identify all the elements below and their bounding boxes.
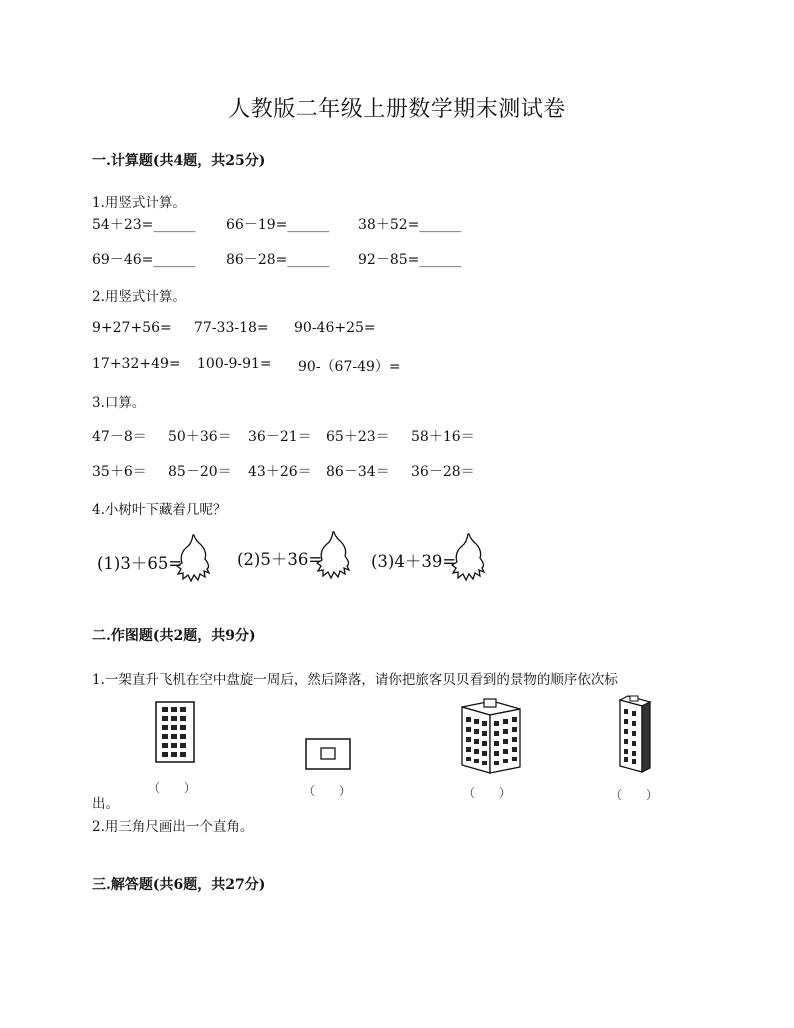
q1-row2-item: 86－28=______ xyxy=(226,252,330,268)
q3-row2-item: 43＋26＝ xyxy=(248,464,312,480)
q3-row2-item: 36－28＝ xyxy=(411,464,475,480)
draw-q2-prompt: 2.用三角尺画出一个直角。 xyxy=(92,819,254,835)
q3-row1-item: 65＋23＝ xyxy=(326,429,390,445)
q4-item-1: (1)3＋65= xyxy=(97,554,183,573)
q1-row1-item: 66－19=______ xyxy=(226,217,330,233)
order-blank-4[interactable]: （ ） xyxy=(610,788,659,802)
q3-row1-item: 36－21＝ xyxy=(248,429,312,445)
draw-q1-prompt-line2: 出。 xyxy=(92,796,119,812)
order-blank-1[interactable]: （ ） xyxy=(148,781,197,795)
q3-row2-item: 35＋6＝ xyxy=(92,464,147,480)
q2-row2-item: 90-（67-49）= xyxy=(298,359,401,375)
q2-row2-item: 100-9-91= xyxy=(197,356,272,372)
q2-row1-item: 90-46+25= xyxy=(294,320,376,336)
draw-q1-prompt-line1: 1.一架直升飞机在空中盘旋一周后，然后降落，请你把旅客贝贝看到的景物的顺序依次标 xyxy=(92,672,618,688)
building-aerial-view-image xyxy=(458,693,522,775)
order-blank-3[interactable]: （ ） xyxy=(463,786,512,800)
q1-row2-item: 92－85=______ xyxy=(358,252,462,268)
q2-row2-item: 17+32+49= xyxy=(92,356,181,372)
section-1-heading: 一.计算题(共4题，共25分) xyxy=(92,153,266,169)
building-top-view-image xyxy=(305,738,351,770)
q2-prompt: 2.用竖式计算。 xyxy=(92,289,186,305)
building-front-view-image xyxy=(154,700,196,764)
q3-row1-item: 47－8＝ xyxy=(92,429,147,445)
leaf-icon xyxy=(314,530,354,580)
q3-row1-item: 58＋16＝ xyxy=(411,429,475,445)
leaf-icon xyxy=(448,532,490,582)
section-3-heading: 三.解答题(共6题，共27分) xyxy=(92,877,266,893)
q3-prompt: 3.口算。 xyxy=(92,395,146,411)
q4-prompt: 4.小树叶下藏着几呢？ xyxy=(92,502,227,518)
q4-item-3: (3)4＋39= xyxy=(371,552,457,571)
section-2-heading: 二.作图题(共2题，共9分) xyxy=(92,628,256,644)
q1-row1-item: 54＋23=______ xyxy=(92,217,196,233)
q1-row1-item: 38＋52=______ xyxy=(358,217,462,233)
page-title: 人教版二年级上册数学期末测试卷 xyxy=(228,97,566,122)
q1-prompt: 1.用竖式计算。 xyxy=(92,195,186,211)
q3-row1-item: 50＋36＝ xyxy=(168,429,232,445)
q1-row2-item: 69－46=______ xyxy=(92,252,196,268)
leaf-icon xyxy=(174,533,214,583)
building-side-view-image xyxy=(614,694,654,774)
q3-row2-item: 86－34＝ xyxy=(326,464,390,480)
q2-row1-item: 77-33-18= xyxy=(194,320,269,336)
q3-row2-item: 85－20＝ xyxy=(168,464,232,480)
order-blank-2[interactable]: （ ） xyxy=(303,784,352,798)
q2-row1-item: 9+27+56= xyxy=(92,320,172,336)
q4-item-2: (2)5＋36= xyxy=(237,550,323,569)
